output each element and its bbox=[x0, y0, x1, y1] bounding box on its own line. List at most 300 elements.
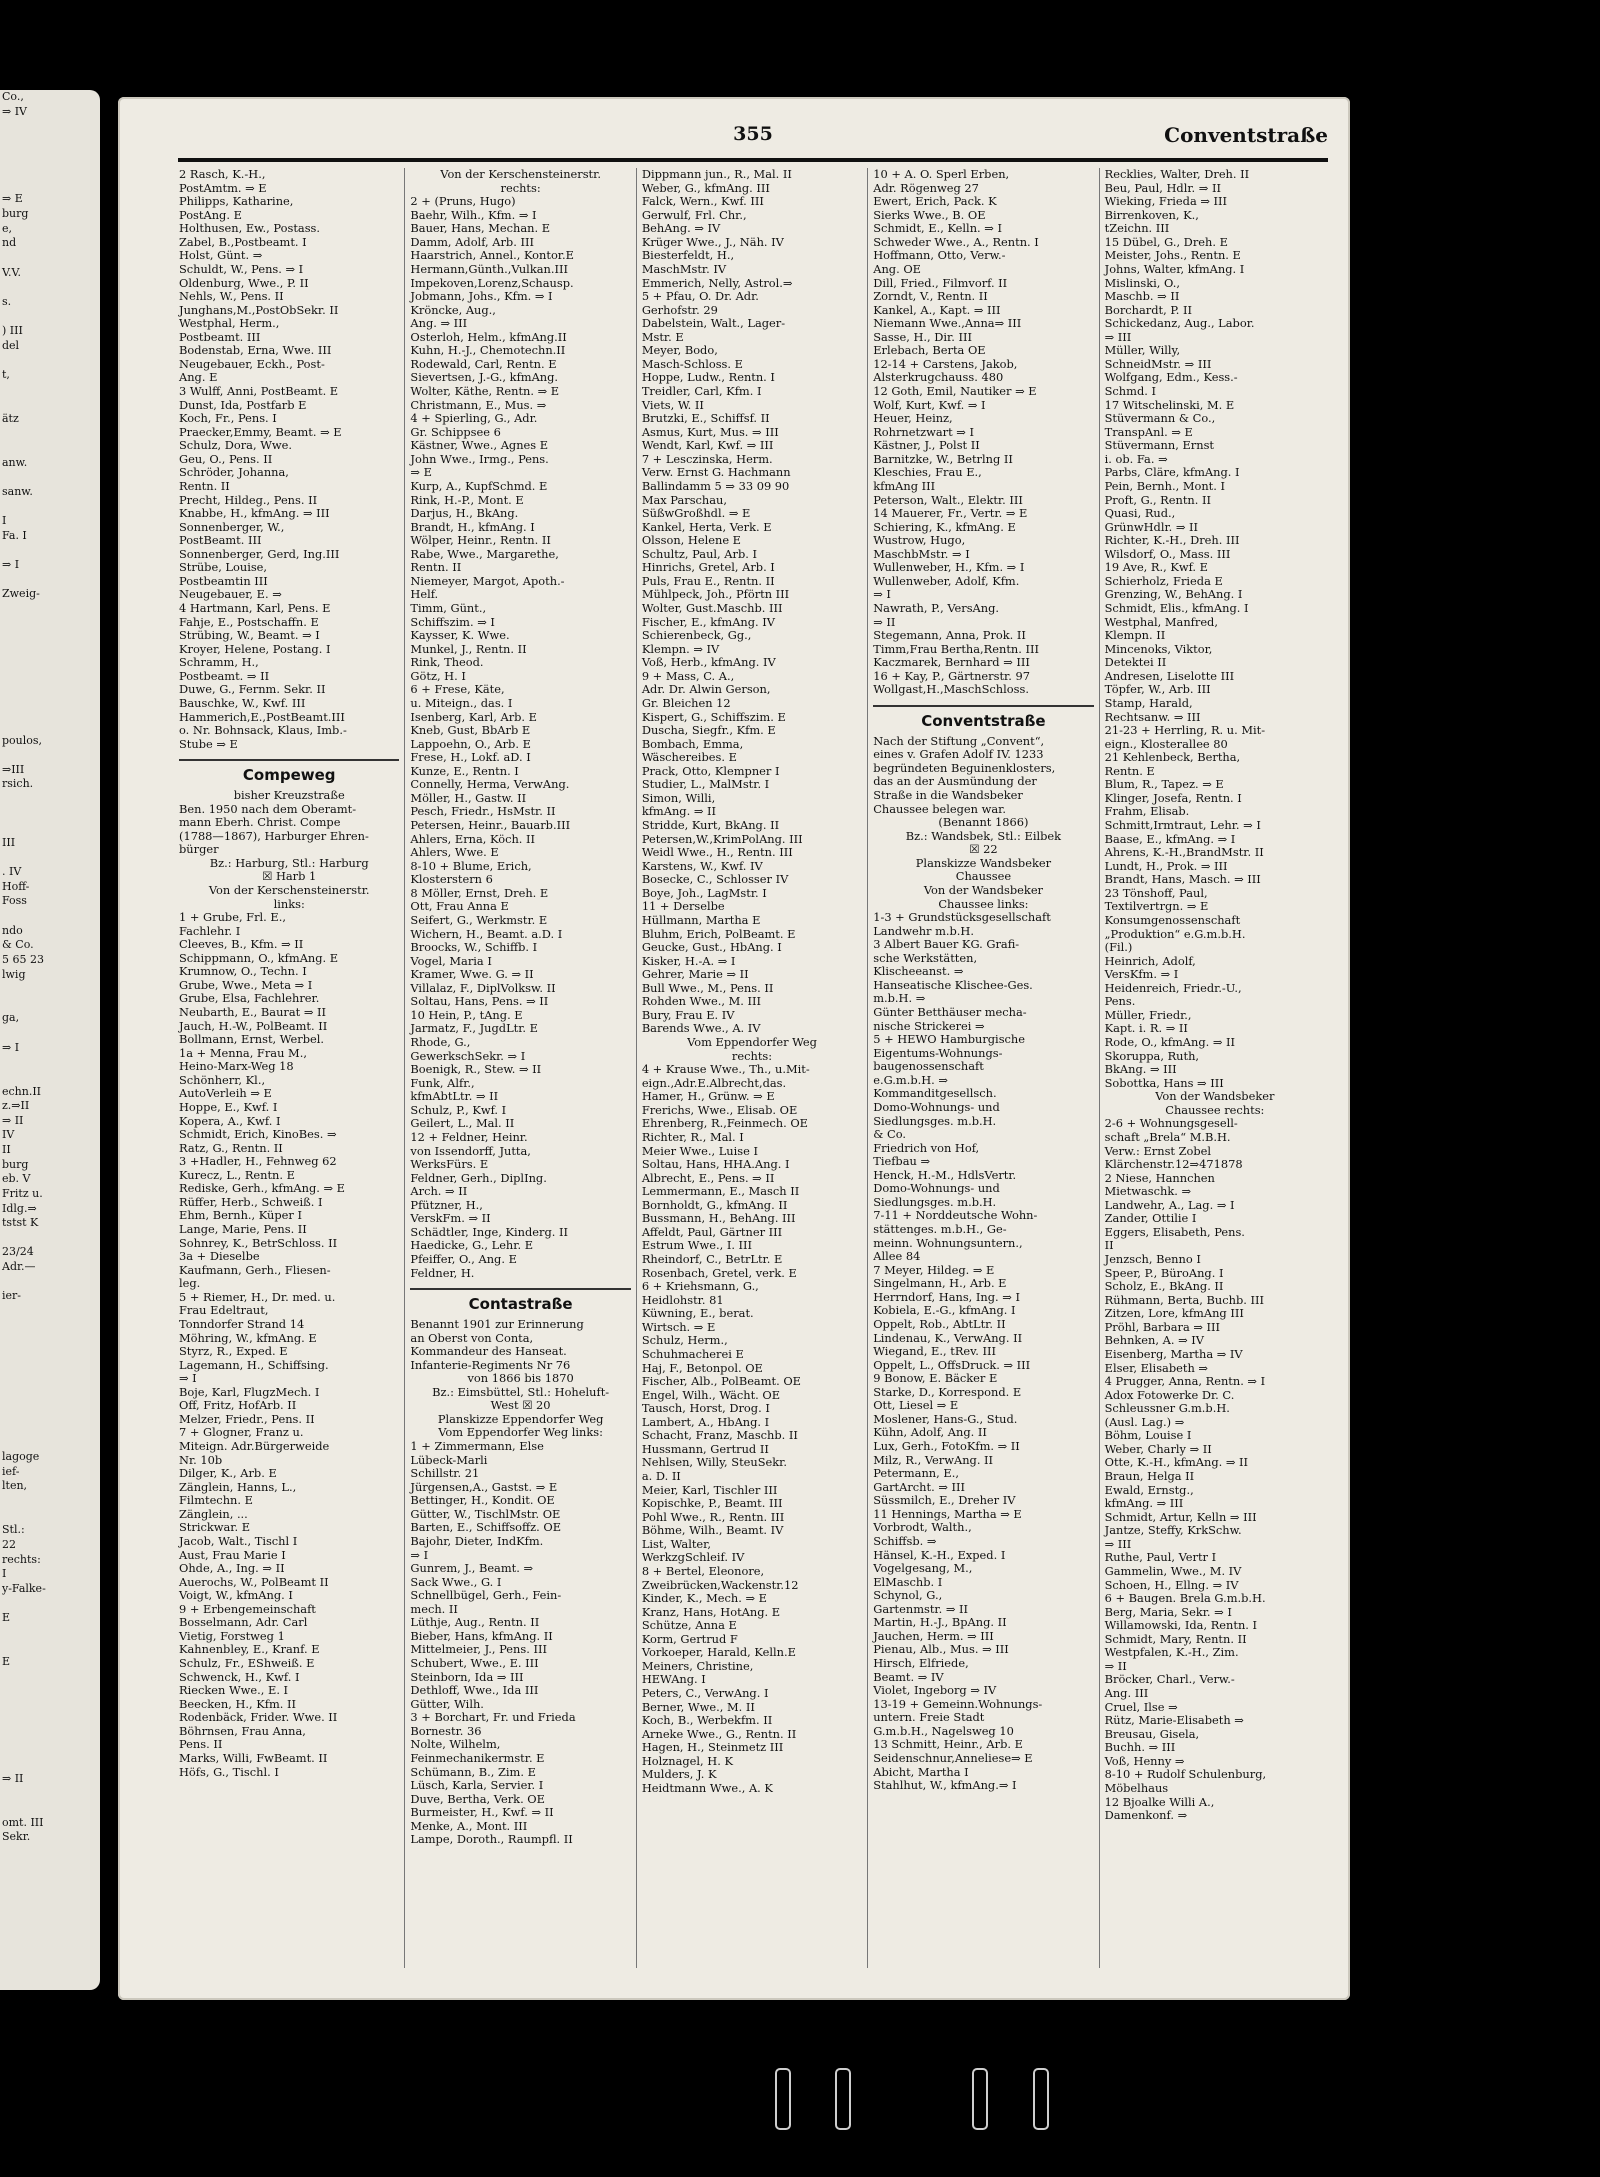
section-note: West ☒ 20 bbox=[490, 1398, 551, 1413]
directory-entry: Schubert, Wwe., E. III bbox=[410, 1656, 539, 1671]
directory-entry: Gütter, Wilh. bbox=[410, 1696, 484, 1711]
directory-entry: Schiering, K., kfmAng. E bbox=[873, 519, 1016, 534]
directory-entry: Arch. ⇒ II bbox=[410, 1184, 468, 1199]
perforation bbox=[835, 2068, 851, 2130]
directory-entry: Isenberg, Karl, Arb. E bbox=[410, 709, 537, 724]
directory-entry: Töpfer, W., Arb. III bbox=[1104, 682, 1211, 697]
left-page-line: II bbox=[2, 1143, 11, 1156]
directory-entry: Meier, Karl, Tischler III bbox=[641, 1482, 778, 1497]
directory-entry: Götz, H. I bbox=[410, 668, 466, 683]
column-1 bbox=[174, 168, 404, 1968]
directory-entry: Gerwulf, Frl. Chr., bbox=[641, 207, 747, 222]
directory-entry: Lampe, Doroth., Raumpfl. II bbox=[410, 1832, 573, 1847]
directory-entry: 4 Prugger, Anna, Rentn. ⇒ I bbox=[1104, 1374, 1266, 1389]
directory-entry: Bröcker, Charl., Verw.- bbox=[1104, 1672, 1235, 1687]
column-2 bbox=[404, 168, 635, 1968]
directory-entry: Wilsdorf, O., Mass. III bbox=[1104, 546, 1231, 561]
page-number: 355 bbox=[733, 123, 773, 145]
directory-entry: Konsumgenossenschaft bbox=[1104, 912, 1241, 927]
directory-entry: Prack, Otto, Klempner I bbox=[641, 763, 780, 778]
directory-entry: 3 Albert Bauer KG. Grafi- bbox=[873, 937, 1020, 952]
section-note: bisher Kreuzstraße bbox=[233, 788, 345, 803]
directory-entry: Bodenstab, Erna, Wwe. III bbox=[179, 343, 332, 358]
directory-entry: Andresen, Liselotte III bbox=[1104, 668, 1235, 683]
directory-entry: Zänglein, ... bbox=[179, 1506, 248, 1521]
directory-entry: Hagen, H., Steinmetz III bbox=[641, 1740, 784, 1755]
left-page-line: ⇒ E bbox=[2, 192, 23, 206]
directory-entry: WerkzgSchleif. IV bbox=[641, 1550, 745, 1565]
directory-entry: Schümann, B., Zim. E bbox=[410, 1764, 536, 1779]
directory-entry: Berner, Wwe., M. II bbox=[641, 1699, 755, 1714]
directory-entry: Nolte, Wilhelm, bbox=[410, 1737, 501, 1752]
directory-entry: Krumnow, O., Techn. I bbox=[179, 964, 307, 979]
directory-entry: Meister, Johs., Rentn. E bbox=[1104, 248, 1241, 263]
directory-entry: VersKfm. ⇒ I bbox=[1104, 967, 1179, 982]
directory-entry: an Oberst von Conta, bbox=[410, 1330, 534, 1345]
directory-entry: Damenkonf. ⇒ bbox=[1104, 1808, 1188, 1823]
directory-entry: ⇒ I bbox=[179, 1371, 197, 1386]
directory-entry: Peterson, Walt., Elektr. III bbox=[873, 492, 1023, 507]
directory-entry: Wieking, Frieda ⇒ III bbox=[1104, 194, 1228, 209]
left-page-line: I bbox=[2, 1567, 7, 1581]
directory-entry: Gehrer, Marie ⇒ II bbox=[641, 967, 749, 982]
left-page-line: y-Falke- bbox=[2, 1581, 46, 1595]
left-page-line: Hoff- bbox=[2, 879, 30, 893]
directory-entry: kfmAng. ⇒ III bbox=[1104, 1496, 1184, 1511]
left-page-line: ⇒ II bbox=[2, 1113, 24, 1127]
directory-entry: Kahnenbley, E., Kranf. E bbox=[179, 1642, 320, 1657]
directory-entry: Treidler, Carl, Kfm. I bbox=[641, 384, 762, 398]
directory-entry: Aust, Frau Marie I bbox=[179, 1547, 286, 1562]
directory-entry: Schnellbügel, Gerh., Fein- bbox=[410, 1588, 562, 1603]
directory-entry: Zorndt, V., Rentn. II bbox=[873, 289, 988, 304]
street-heading: Compeweg bbox=[179, 759, 399, 785]
directory-entry: Hoppe, Ludw., Rentn. I bbox=[641, 370, 775, 385]
left-page-line: tstst K bbox=[2, 1216, 39, 1230]
directory-entry: 8 Möller, Ernst, Dreh. E bbox=[410, 885, 549, 900]
directory-entry: untern. Freie Stadt bbox=[873, 1710, 985, 1725]
directory-entry: Timm,Frau Bertha,Rentn. III bbox=[873, 641, 1039, 656]
left-page-line bbox=[0, 1333, 100, 1348]
directory-entry: Nehlsen, Willy, SteuSekr. bbox=[641, 1455, 787, 1470]
directory-entry: Kankel, A., Kapt. ⇒ III bbox=[873, 302, 1001, 317]
directory-entry: Schierholz, Frieda E bbox=[1104, 573, 1223, 588]
column-3 bbox=[636, 168, 867, 1968]
directory-entry: Jacob, Walt., Tischl I bbox=[179, 1533, 298, 1548]
directory-entry: Domo-Wohnungs- und bbox=[873, 1181, 1000, 1196]
directory-entry: Gerhofstr. 29 bbox=[641, 302, 718, 317]
left-page-line bbox=[0, 353, 100, 368]
left-page-line: Co., bbox=[2, 90, 24, 103]
directory-entry: Lüsch, Karla, Servier. I bbox=[410, 1778, 544, 1793]
directory-entry: Melzer, Friedr., Pens. II bbox=[179, 1411, 315, 1426]
directory-entry: Miteign. Adr.Bürgerweide bbox=[179, 1439, 330, 1454]
directory-entry: Wiegand, E., tRev. III bbox=[873, 1344, 996, 1359]
directory-entry: Schiffsb. ⇒ bbox=[873, 1533, 937, 1548]
directory-entry: Singelmann, H., Arb. E bbox=[873, 1276, 1007, 1291]
left-page-line bbox=[0, 1362, 100, 1377]
directory-entry: Feldner, H. bbox=[410, 1265, 475, 1280]
directory-entry: Süssmilch, E., Dreher IV bbox=[873, 1493, 1016, 1508]
directory-entry: Tonndorfer Strand 14 bbox=[179, 1316, 305, 1331]
directory-entry: Sierks Wwe., B. OE bbox=[873, 207, 986, 222]
directory-entry: Affeldt, Paul, Gärtner III bbox=[641, 1224, 783, 1239]
directory-entry: Lundt, H., Prok. ⇒ III bbox=[1104, 858, 1228, 873]
directory-entry: Rohden Wwe., M. III bbox=[641, 994, 762, 1009]
directory-entry: Strickwar. E bbox=[179, 1520, 251, 1535]
left-page-line: Stl.: bbox=[2, 1523, 25, 1537]
directory-entry: Kommanditgesellsch. bbox=[873, 1086, 997, 1101]
directory-entry: Küwning, E., berat. bbox=[641, 1306, 754, 1321]
directory-entry: Funk, Alfr., bbox=[410, 1075, 475, 1090]
directory-entry: Frerichs, Wwe., Elisab. OE bbox=[641, 1102, 798, 1117]
left-page-line bbox=[0, 1275, 100, 1290]
left-page-line bbox=[0, 997, 100, 1012]
directory-entry: Geucke, Gust., HbAng. I bbox=[641, 940, 782, 955]
directory-entry: Scholz, E., BkAng. II bbox=[1104, 1279, 1224, 1294]
directory-entry: Philipps, Katharine, bbox=[179, 194, 294, 209]
directory-entry: e.G.m.b.H. ⇒ bbox=[873, 1072, 948, 1087]
left-page-line bbox=[0, 660, 100, 675]
directory-entry: Bettinger, H., Kondit. OE bbox=[410, 1493, 555, 1508]
directory-entry: Wolfgang, Edm., Kess.- bbox=[1104, 370, 1238, 385]
directory-entry: Vogel, Maria I bbox=[410, 953, 492, 968]
directory-entry: kfmAbtLtr. ⇒ II bbox=[410, 1089, 499, 1104]
directory-entry: Holst, Günt. ⇒ bbox=[179, 248, 263, 263]
directory-entry: Wolter, Käthe, Rentn. ⇒ E bbox=[410, 384, 560, 398]
left-page-line bbox=[0, 690, 100, 705]
directory-entry: Oppelt, L., OffsDruck. ⇒ III bbox=[873, 1357, 1031, 1372]
directory-entry: Quasi, Rud., bbox=[1104, 506, 1176, 521]
directory-entry: 9 + Erbengemeinschaft bbox=[179, 1601, 316, 1616]
directory-entry: 13 Schmitt, Heinr., Arb. E bbox=[873, 1737, 1023, 1752]
directory-entry: kfmAng. ⇒ II bbox=[641, 804, 716, 819]
left-page-line bbox=[0, 119, 100, 134]
directory-entry: Schmd. I bbox=[1104, 384, 1156, 398]
directory-entry: Pens. bbox=[1104, 994, 1136, 1009]
section-note: Vom Eppendorfer Weg links: bbox=[438, 1425, 603, 1440]
directory-entry: Schuhmacherei E bbox=[641, 1346, 744, 1361]
directory-entry: 5 + Riemer, H., Dr. med. u. bbox=[179, 1289, 336, 1304]
directory-entry: Rentn. II bbox=[179, 478, 230, 493]
directory-entry: Adox Fotowerke Dr. C. bbox=[1104, 1387, 1235, 1402]
directory-entry: Ruthe, Paul, Vertr I bbox=[1104, 1550, 1217, 1565]
left-page-line: ndo bbox=[2, 923, 23, 937]
directory-entry: Kurp, A., KupfSchmd. E bbox=[410, 478, 548, 493]
directory-entry: Kobiela, E.-G., kfmAng. I bbox=[873, 1303, 1016, 1318]
directory-entry: Recklies, Walter, Dreh. II bbox=[1104, 168, 1250, 181]
left-page-line bbox=[0, 1026, 100, 1041]
directory-entry: Ahrens, K.-H.,BrandMstr. II bbox=[1104, 845, 1264, 860]
directory-entry: Pienau, Alb., Mus. ⇒ III bbox=[873, 1642, 1009, 1657]
directory-entry: Damm, Adolf, Arb. III bbox=[410, 234, 534, 249]
left-page-line bbox=[0, 134, 100, 149]
left-page-line: echn.II bbox=[2, 1084, 42, 1098]
directory-entry: Dill, Fried., Filmvorf. II bbox=[873, 275, 1008, 290]
directory-entry: Verw. Ernst G. Hachmann bbox=[641, 465, 791, 480]
directory-entry: Ang. OE bbox=[873, 261, 921, 276]
directory-entry: 3a + Dieselbe bbox=[179, 1249, 260, 1264]
directory-entry: 12 Goth, Emil, Nautiker ⇒ E bbox=[873, 384, 1037, 398]
directory-entry: Hanseatische Klischee-Ges. bbox=[873, 977, 1033, 992]
directory-entry: Beamt. ⇒ IV bbox=[873, 1669, 944, 1684]
left-page-line bbox=[0, 792, 100, 807]
directory-entry: Klempn. ⇒ IV bbox=[641, 641, 720, 656]
directory-entry: Ehrenberg, R.,Feinmech. OE bbox=[641, 1116, 808, 1131]
directory-entry: Infanterie-Regiments Nr 76 bbox=[410, 1357, 571, 1372]
left-page-line bbox=[0, 1231, 100, 1246]
running-head: Conventstraße bbox=[1164, 123, 1328, 147]
left-page-line bbox=[0, 1436, 100, 1451]
left-page-line: & Co. bbox=[2, 938, 34, 952]
directory-entry: Postbeamtin III bbox=[179, 573, 268, 588]
directory-entry: 4 + Spierling, G., Adr. bbox=[410, 411, 538, 426]
section-note: Von der Wandsbeker bbox=[1155, 1089, 1275, 1104]
directory-entry: tZeichn. III bbox=[1104, 221, 1170, 236]
directory-entry: Zabel, B.,Postbeamt. I bbox=[179, 234, 307, 249]
directory-entry: Neugebauer, E. ⇒ bbox=[179, 587, 282, 602]
directory-entry: Rink, H.-P., Mont. E bbox=[410, 492, 524, 507]
left-page-line: I bbox=[2, 514, 7, 528]
directory-entry: 4 Hartmann, Karl, Pens. E bbox=[179, 601, 331, 615]
left-page-line bbox=[0, 1509, 100, 1524]
left-page-line bbox=[0, 1801, 100, 1816]
directory-entry: Sobottka, Hans ⇒ III bbox=[1104, 1075, 1224, 1090]
directory-entry: Petersen,W.,KrimPolAng. III bbox=[641, 831, 803, 846]
directory-entry: Speer, P., BüroAng. I bbox=[1104, 1265, 1224, 1280]
directory-entry: 9 Bonow, E. Bäcker E bbox=[873, 1371, 998, 1386]
section-note: ☒ 22 bbox=[969, 842, 998, 857]
directory-entry: Heino-Marx-Weg 18 bbox=[179, 1059, 294, 1074]
directory-entry: begründeten Beguinenklosters, bbox=[873, 760, 1056, 775]
directory-entry: Holthusen, Ew., Postass. bbox=[179, 221, 321, 236]
directory-entry: Seidenschnur,Anneliese⇒ E bbox=[873, 1750, 1033, 1765]
directory-entry: u. Miteign., das. I bbox=[410, 695, 513, 710]
directory-entry: Villalaz, F., DiplVolksw. II bbox=[410, 980, 556, 995]
directory-entry: Fischer, E., kfmAng. IV bbox=[641, 614, 776, 629]
directory-entry: Schierenbeck, Gg., bbox=[641, 628, 752, 643]
directory-entry: i. ob. Fa. ⇒ bbox=[1104, 451, 1168, 466]
directory-entry: 1-3 + Grundstücksgesellschaft bbox=[873, 910, 1051, 925]
section-note: Von der Kerschensteinerstr. bbox=[208, 882, 370, 897]
directory-entry: Barnitzke, W., Betrlng II bbox=[873, 451, 1013, 466]
directory-entry: Fahje, E., Postschaffn. E bbox=[179, 614, 319, 629]
directory-entry: 1 + Grube, Frl. E., bbox=[179, 910, 286, 925]
directory-entry: Gunrem, J., Beamt. ⇒ bbox=[410, 1561, 534, 1576]
directory-entry: Schulz, Herm., bbox=[641, 1333, 728, 1348]
perforation bbox=[1033, 2068, 1049, 2130]
left-page-line bbox=[0, 251, 100, 266]
directory-entry: Mühlpeck, Joh., Pförtn III bbox=[641, 587, 790, 602]
left-page-line: Idlg.⇒ bbox=[2, 1201, 37, 1215]
directory-entry: mech. II bbox=[410, 1601, 458, 1616]
directory-entry: Rentn. II bbox=[410, 560, 462, 575]
directory-entry: Petermann, E., bbox=[873, 1466, 959, 1481]
directory-entry: Haj, F., Betonpol. OE bbox=[641, 1360, 763, 1375]
section-note: Vom Eppendorfer Weg bbox=[687, 1035, 817, 1049]
left-page-line: burg bbox=[2, 1157, 29, 1171]
section-note: rechts: bbox=[500, 180, 541, 195]
directory-entry: Fachlehr. I bbox=[179, 923, 241, 938]
column-4 bbox=[867, 168, 1098, 1968]
directory-entry: Schwenck, H., Kwf. I bbox=[179, 1669, 300, 1684]
directory-entry: Sasse, H., Dir. III bbox=[873, 329, 972, 344]
directory-entry: 1a + Menna, Frau M., bbox=[179, 1045, 307, 1060]
directory-entry: Adr. Rögenweg 27 bbox=[873, 180, 979, 195]
left-page-line: 23/24 bbox=[2, 1245, 34, 1259]
directory-entry: Stüvermann, Ernst bbox=[1104, 438, 1214, 453]
left-page-line: lwig bbox=[2, 967, 26, 981]
directory-entry: Klempn. II bbox=[1104, 628, 1166, 643]
directory-entry: Henck, H.-M., HdlsVertr. bbox=[873, 1167, 1017, 1182]
directory-entry: Duscha, Siegfr., Kfm. E bbox=[641, 723, 776, 738]
left-page-line: lten, bbox=[2, 1479, 28, 1493]
directory-entry: Ang. ⇒ III bbox=[410, 316, 468, 331]
left-page-line bbox=[0, 426, 100, 441]
directory-entry: Sohnrey, K., BetrSchloss. II bbox=[179, 1235, 338, 1250]
directory-entry: baugenossenschaft bbox=[873, 1059, 984, 1074]
directory-entry: Sonnenberger, W., bbox=[179, 519, 285, 534]
directory-entry: Dilger, K., Arb. E bbox=[179, 1466, 277, 1481]
directory-entry: Emmerich, Nelly, Astrol.⇒ bbox=[641, 275, 793, 290]
left-page-line bbox=[0, 500, 100, 515]
directory-entry: & Co. bbox=[873, 1127, 906, 1142]
left-page-line bbox=[0, 1757, 100, 1772]
directory-entry: Hammerich,E.,PostBeamt.III bbox=[179, 709, 345, 724]
left-page-line: burg bbox=[2, 207, 29, 220]
directory-entry: Rediske, Gerh., kfmAng. ⇒ E bbox=[179, 1181, 345, 1196]
directory-entry: Schröder, Johanna, bbox=[179, 465, 289, 480]
directory-entry: ⇒ II bbox=[873, 614, 896, 629]
directory-entry: kfmAng III bbox=[873, 478, 936, 493]
left-page-line: omt. III bbox=[2, 1815, 44, 1829]
left-page-line bbox=[0, 573, 100, 588]
directory-entry: leg. bbox=[179, 1276, 201, 1291]
directory-entry: PostAmtm. ⇒ E bbox=[179, 180, 267, 195]
directory-entry: ⇒ III bbox=[1104, 1536, 1132, 1551]
directory-entry: Domo-Wohnungs- und bbox=[873, 1099, 1000, 1114]
directory-entry: Zweibrücken,Wackenstr.12 bbox=[641, 1577, 799, 1592]
directory-entry: Schmidt, Mary, Rentn. II bbox=[1104, 1631, 1247, 1646]
directory-entry: Ohde, A., Ing. ⇒ II bbox=[179, 1561, 285, 1576]
directory-entry: Schickedanz, Aug., Labor. bbox=[1104, 316, 1255, 331]
directory-entry: Schuldt, W., Pens. ⇒ I bbox=[179, 261, 304, 276]
directory-entry: „Produktion“ e.G.m.b.H. bbox=[1104, 926, 1246, 941]
directory-entry: Kroyer, Helene, Postang. I bbox=[179, 641, 331, 656]
directory-entry: Geu, O., Pens. II bbox=[179, 451, 273, 466]
directory-entry: Pröhl, Barbara ⇒ III bbox=[1104, 1319, 1221, 1334]
directory-entry: Krüger Wwe., J., Näh. IV bbox=[641, 234, 784, 249]
directory-entry: Duve, Bertha, Verk. OE bbox=[410, 1791, 545, 1806]
directory-entry: 11 + Derselbe bbox=[641, 899, 725, 914]
directory-entry: Bosselmann, Adr. Carl bbox=[179, 1615, 308, 1630]
directory-entry: Tiefbau ⇒ bbox=[873, 1154, 930, 1169]
left-page-line: z.⇒II bbox=[2, 1099, 30, 1113]
directory-entry: Heidlohstr. 81 bbox=[641, 1292, 724, 1307]
directory-entry: 7 Meyer, Hildeg. ⇒ E bbox=[873, 1262, 995, 1277]
left-page-line bbox=[0, 1787, 100, 1802]
left-page-line bbox=[0, 602, 100, 617]
left-page-fragment bbox=[0, 90, 100, 1990]
directory-entry: Klischeeanst. ⇒ bbox=[873, 964, 964, 979]
directory-entry: Jenzsch, Benno I bbox=[1104, 1252, 1201, 1266]
directory-entry: Brutzki, E., Schiffsf. II bbox=[641, 411, 770, 426]
directory-entry: GrünwHdlr. ⇒ II bbox=[1104, 519, 1199, 534]
directory-entry: Landwehr m.b.H. bbox=[873, 923, 974, 938]
directory-entry: Hermann,Günth.,Vulkan.III bbox=[410, 261, 568, 276]
directory-entry: Baase, E., kfmAng. ⇒ I bbox=[1104, 831, 1236, 846]
directory-entry: Möhring, W., kfmAng. E bbox=[179, 1330, 317, 1345]
directory-entry: Rhode, G., bbox=[410, 1035, 471, 1049]
left-page-line bbox=[0, 807, 100, 822]
directory-entry: Schramm, H., bbox=[179, 655, 259, 670]
directory-entry: II bbox=[1104, 1238, 1114, 1253]
left-page-line: Fa. I bbox=[2, 528, 27, 542]
directory-entry: 8 + Bertel, Eleonore, bbox=[641, 1563, 765, 1578]
directory-entry: Starke, D., Korrespond. E bbox=[873, 1384, 1022, 1399]
directory-entry: Schmidt, E., Kelln. ⇒ I bbox=[873, 221, 1002, 236]
directory-entry: Kapt. i. R. ⇒ II bbox=[1104, 1021, 1188, 1036]
directory-entry: Westphal, Herm., bbox=[179, 316, 280, 331]
left-page-line bbox=[0, 1304, 100, 1319]
directory-entry: a. D. II bbox=[641, 1469, 681, 1483]
left-page-line: E bbox=[2, 1654, 11, 1668]
directory-entry: Engel, Wilh., Wächt. OE bbox=[641, 1387, 781, 1402]
left-page-line bbox=[0, 1392, 100, 1407]
directory-entry: Wustrow, Hugo, bbox=[873, 533, 966, 548]
directory-entry: Auerochs, W., PolBeamt II bbox=[179, 1574, 329, 1589]
directory-entry: mann Eberh. Christ. Compe bbox=[179, 815, 341, 830]
directory-entry: Kommandeur des Hanseat. bbox=[410, 1344, 567, 1359]
directory-entry: Bornholdt, G., kfmAng. II bbox=[641, 1197, 788, 1212]
directory-entry: Richter, R., Mal. I bbox=[641, 1129, 744, 1144]
directory-entry: Kinder, K., Mech. ⇒ E bbox=[641, 1591, 767, 1606]
directory-entry: Albrecht, E., Pens. ⇒ II bbox=[641, 1170, 775, 1185]
directory-entry: Hoffmann, Otto, Verw.- bbox=[873, 248, 1006, 263]
directory-entry: Zitzen, Lore, kfmAng III bbox=[1104, 1306, 1244, 1321]
directory-entry: Schmidt, Elis., kfmAng. I bbox=[1104, 601, 1249, 615]
directory-entry: 23 Tönshoff, Paul, bbox=[1104, 885, 1208, 900]
directory-entry: Kispert, G., Schiffszim. E bbox=[641, 709, 786, 724]
directory-entry: Peters, C., VerwAng. I bbox=[641, 1686, 769, 1700]
section-note: Chaussee bbox=[955, 869, 1012, 884]
directory-entry: Heidenreich, Friedr.-U., bbox=[1104, 980, 1242, 995]
directory-entry: Johns, Walter, kfmAng. I bbox=[1104, 261, 1245, 276]
directory-entry: Wolf, Kurt, Kwf. ⇒ I bbox=[873, 397, 986, 412]
directory-entry: Wirtsch. ⇒ E bbox=[641, 1319, 716, 1334]
directory-entry: Schoen, H., Ellng. ⇒ IV bbox=[1104, 1577, 1239, 1592]
section-note: Von der Wandsbeker bbox=[923, 882, 1044, 897]
left-page-line bbox=[0, 1377, 100, 1392]
directory-entry: Weber, Charly ⇒ II bbox=[1104, 1441, 1212, 1456]
left-page-line: s. bbox=[2, 294, 12, 308]
directory-entry: ⇒ II bbox=[1104, 1658, 1127, 1673]
left-page-line bbox=[0, 675, 100, 690]
directory-page bbox=[118, 97, 1350, 2000]
section-note: Chaussee rechts: bbox=[1165, 1102, 1265, 1117]
directory-entry: 6 + Kriehsmann, G., bbox=[641, 1279, 759, 1294]
directory-entry: Brandt, H., kfmAng. I bbox=[410, 519, 535, 534]
directory-entry: Nr. 10b bbox=[179, 1452, 223, 1467]
directory-entry: Schmitt,Irmtraut, Lehr. ⇒ I bbox=[1104, 818, 1261, 832]
directory-entry: Soltau, Hans, HHA.Ang. I bbox=[641, 1157, 790, 1172]
directory-entry: 8-10 + Blume, Erich, bbox=[410, 858, 532, 873]
directory-entry: 12 Bjoalke Willi A., bbox=[1104, 1794, 1215, 1809]
directory-entry: Steinborn, Ida ⇒ III bbox=[410, 1669, 524, 1684]
directory-entry: Sonnenberger, Gerd, Ing.III bbox=[179, 546, 340, 561]
left-page-line: poulos, bbox=[2, 733, 43, 747]
directory-entry: Eggers, Elisabeth, Pens. bbox=[1104, 1224, 1245, 1239]
